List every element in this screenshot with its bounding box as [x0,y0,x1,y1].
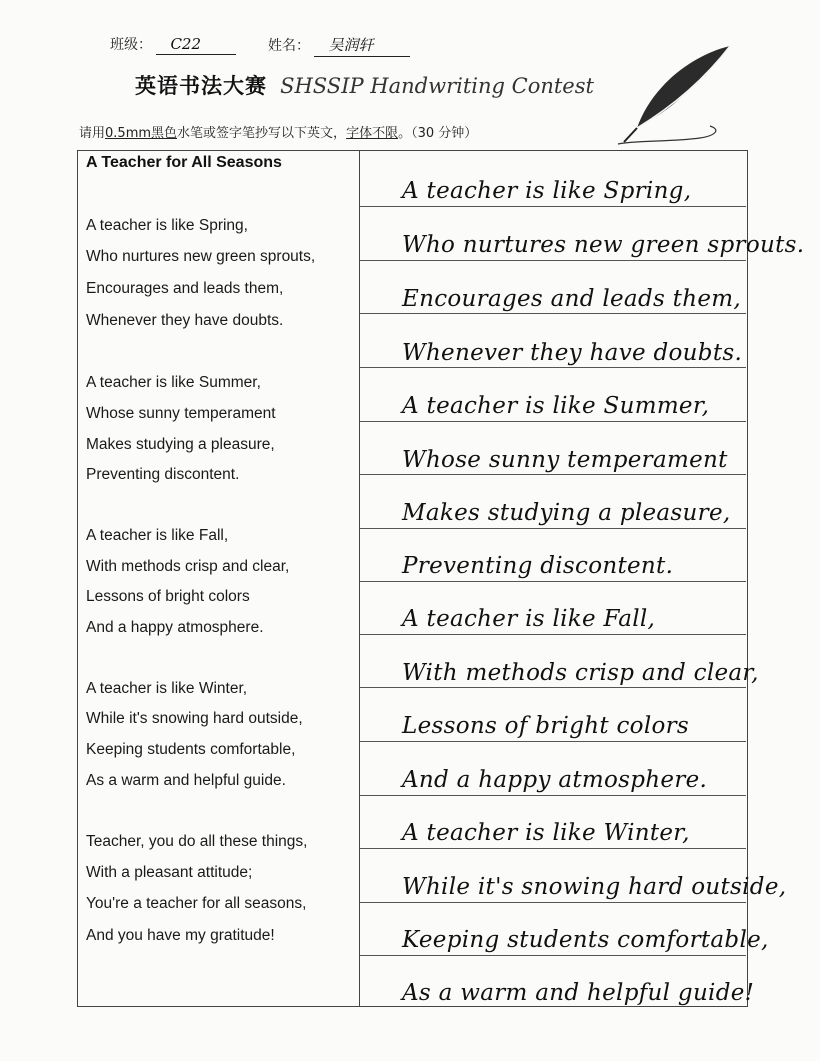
class-field [110,34,236,55]
quill-pen-icon [610,42,740,152]
writing-rule [360,741,746,742]
poem-line: Encourages and leads them, [86,280,284,297]
writing-rule [360,421,746,422]
poem-line: Keeping students comfortable, [86,741,296,758]
column-divider [359,150,360,1007]
handwritten-line: As a warm and helpful guide! [402,980,755,1006]
writing-rule [360,528,746,529]
poem-line: A teacher is like Summer, [86,374,261,391]
writing-rule [360,795,746,796]
writing-rule [360,206,746,207]
handwritten-line: With methods crisp and clear, [402,660,759,686]
poem-line: Whose sunny temperament [86,405,276,422]
writing-rule [360,581,746,582]
instruction-font-note: 字体不限 [346,126,399,141]
class-label: 班级： [110,37,152,53]
handwritten-line: Encourages and leads them, [402,286,741,312]
handwritten-line: Whenever they have doubts. [402,340,743,366]
poem-line: A teacher is like Winter, [86,680,248,697]
poem-line: You're a teacher for all seasons, [86,895,307,912]
name-field [268,34,410,57]
handwritten-line: And a happy atmosphere. [402,767,708,793]
poem-line: And a happy atmosphere. [86,619,264,636]
poem-line: A teacher is like Fall, [86,527,229,544]
writing-rule [360,634,746,635]
handwritten-line: Makes studying a pleasure, [402,500,731,526]
title-english: SHSSIP Handwriting Contest [280,74,594,98]
instruction-pen-size: 0.5mm [105,126,152,141]
title-chinese: 英语书法大赛 [135,74,267,98]
writing-rule [360,687,746,688]
contest-title [135,70,594,100]
writing-rule [360,367,746,368]
poem-line: Preventing discontent. [86,466,240,483]
poem-line: With a pleasant attitude; [86,864,253,881]
poem-line: And you have my gratitude! [86,927,275,944]
handwritten-line: Keeping students comfortable, [402,927,769,953]
writing-rule [360,260,746,261]
handwritten-line: A teacher is like Winter, [402,820,690,846]
handwritten-line: Preventing discontent. [402,553,674,579]
handwritten-line: Who nurtures new green sprouts. [402,232,805,258]
writing-rule [360,902,746,903]
instruction-post: 。（30 分钟） [398,126,478,141]
poem-line: Makes studying a pleasure, [86,436,275,453]
writing-rule [360,848,746,849]
handwritten-line: Lessons of bright colors [402,713,690,739]
poem-line: With methods crisp and clear, [86,558,290,575]
poem-line: Lessons of bright colors [86,588,250,605]
poem-line: A teacher is like Spring, [86,217,248,234]
poem-line: While it's snowing hard outside, [86,710,303,727]
handwritten-line: A teacher is like Spring, [402,178,692,204]
writing-rule [360,474,746,475]
instruction-text [79,122,477,141]
instruction-pre: 请用 [79,126,106,141]
writing-rule [360,955,746,956]
poem-line: Whenever they have doubts. [86,312,284,329]
handwritten-line: While it's snowing hard outside, [402,874,787,900]
poem-line: As a warm and helpful guide. [86,772,286,789]
name-value: 吴润轩 [314,34,410,57]
poem-line: Teacher, you do all these things, [86,833,308,850]
poem-line: Who nurtures new green sprouts, [86,248,316,265]
instruction-color: 黑色 [151,126,178,141]
instruction-mid: 水笔或签字笔抄写以下英文， [177,126,347,141]
class-value: C22 [156,35,236,55]
name-label: 姓名： [268,38,310,54]
handwritten-line: A teacher is like Fall, [402,606,656,632]
writing-rule [360,313,746,314]
handwritten-line: A teacher is like Summer, [402,393,710,419]
handwritten-line: Whose sunny temperament [402,447,728,473]
poem-title: A Teacher for All Seasons [86,154,282,171]
